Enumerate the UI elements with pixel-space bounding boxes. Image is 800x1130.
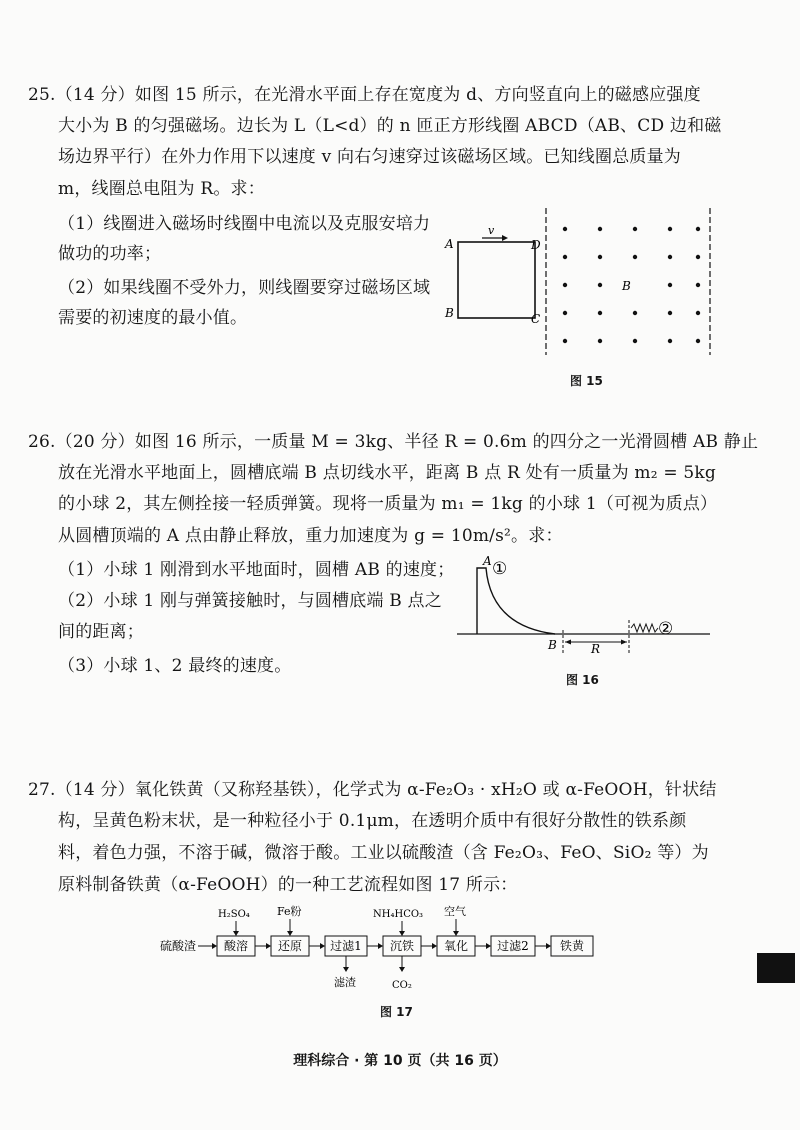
output-1: 滤渣 — [334, 976, 356, 989]
coil-square — [458, 242, 535, 318]
q25-part-2: （2）如果线圈不受外力，则线圈要穿过磁场区域 — [58, 278, 431, 298]
q25-part-2b: 需要的初速度的最小值。 — [58, 308, 248, 328]
step-1: 酸溶 — [223, 939, 249, 953]
q26-line-4: 从圆槽顶端的 A 点由静止释放，重力加速度为 g = 10m/s²。求： — [58, 526, 563, 546]
output-arrowhead-2 — [399, 967, 405, 972]
field-dot — [598, 227, 602, 231]
step-3: 过滤1 — [330, 939, 362, 953]
field-dot — [598, 283, 602, 287]
q27-line-3: 料，着色力强，不溶于碱，微溶于酸。工业以硫酸渣（含 Fe₂O₃、FeO、SiO₂ 等）为 — [58, 843, 709, 863]
field-dot — [598, 255, 602, 259]
input-4: 空气 — [444, 905, 466, 918]
q25-part-1b: 做功的功率； — [58, 244, 162, 264]
arrowhead-1 — [266, 943, 271, 949]
input-arrowhead-2 — [287, 931, 293, 936]
step-7: 铁黄 — [559, 939, 585, 953]
field-dot — [563, 283, 567, 287]
field-dot — [668, 227, 672, 231]
step-6: 过滤2 — [497, 939, 529, 953]
figure-16 — [455, 550, 715, 660]
ball-1: ① — [492, 559, 508, 579]
input-arrowhead-1 — [233, 931, 239, 936]
output-2: CO₂ — [392, 980, 412, 991]
input-arrowhead-4 — [453, 931, 459, 936]
q27-line-4: 原料制备铁黄（α-FeOOH）的一种工艺流程如图 17 所示： — [58, 875, 518, 895]
field-dot — [668, 311, 672, 315]
label-r: R — [591, 642, 601, 656]
field-dot — [668, 255, 672, 259]
arrowhead-3 — [378, 943, 383, 949]
label-field-b: B — [622, 279, 631, 293]
field-dot — [563, 339, 567, 343]
step-2: 还原 — [277, 939, 303, 953]
label-d: D — [531, 238, 541, 252]
figure-17-flowchart — [160, 900, 620, 1000]
field-dot — [598, 339, 602, 343]
q26-line-1: 26.（20 分）如图 16 所示，一质量 M = 3kg、半径 R = 0.6m 的四分之一光滑圆槽 AB 静止 — [28, 432, 759, 452]
q27-line-2: 构，呈黄色粉末状，是一种粒径小于 0.1μm，在透明介质中有很好分散性的铁系颜 — [58, 811, 687, 831]
q25-line-1: 25.（14 分）如图 15 所示，在光滑水平面上存在宽度为 d、方向竖直向上的磁感应强度 — [28, 85, 701, 105]
figure-15 — [440, 205, 730, 365]
spring — [631, 624, 658, 632]
field-dot — [563, 255, 567, 259]
field-dot — [696, 283, 700, 287]
label-v: v — [488, 224, 495, 237]
dimension-arrow-left — [565, 640, 571, 645]
arrowhead-4 — [432, 943, 437, 949]
figure-16-caption: 图 16 — [566, 673, 599, 687]
input-2: Fe粉 — [277, 905, 302, 918]
input-arrowhead-3 — [399, 931, 405, 936]
q26-part-3: （3）小球 1、2 最终的速度。 — [58, 656, 292, 676]
field-dot — [633, 339, 637, 343]
field-dot — [563, 227, 567, 231]
page-edge-tab — [757, 953, 795, 983]
velocity-arrowhead — [502, 235, 508, 241]
q25-line-2: 大小为 B 的匀强磁场。边长为 L（L<d）的 n 匝正方形线圈 ABCD（AB、CD 边和磁 — [58, 116, 722, 136]
step-5: 氧化 — [443, 939, 469, 953]
field-dot — [668, 339, 672, 343]
page-footer: 理科综合 · 第 10 页（共 16 页） — [293, 1053, 507, 1069]
q25-line-4: m，线圈总电阻为 R。求： — [58, 179, 265, 199]
label-b-16: B — [548, 638, 557, 652]
label-a-16: A — [483, 554, 492, 568]
field-dot — [633, 227, 637, 231]
figure-17-caption: 图 17 — [380, 1005, 413, 1019]
step-4: 沉铁 — [389, 939, 415, 953]
q26-part-2: （2）小球 1 刚与弹簧接触时，与圆槽底端 B 点之 — [58, 591, 442, 611]
q25-part-1: （1）线圈进入磁场时线圈中电流以及克服安培力 — [58, 214, 431, 234]
ball-2: ② — [658, 619, 674, 639]
label-b: B — [445, 306, 454, 320]
arrowhead-start — [212, 943, 217, 949]
arrowhead-6 — [546, 943, 551, 949]
dimension-arrow-right — [621, 640, 627, 645]
label-a: A — [445, 237, 454, 251]
field-dot — [696, 255, 700, 259]
arrowhead-2 — [320, 943, 325, 949]
input-3: NH₄HCO₃ — [373, 909, 424, 920]
field-dot — [598, 311, 602, 315]
field-dot — [633, 311, 637, 315]
q26-part-2b: 间的距离； — [58, 622, 144, 642]
q26-line-3: 的小球 2，其左侧拴接一轻质弹簧。现将一质量为 m₁ = 1kg 的小球 1（可视为质点） — [58, 494, 718, 514]
input-1: H₂SO₄ — [218, 909, 250, 920]
arrowhead-5 — [486, 943, 491, 949]
q26-part-1: （1）小球 1 刚滑到水平地面时，圆槽 AB 的速度； — [58, 560, 455, 580]
field-dot — [696, 339, 700, 343]
field-dots — [563, 227, 700, 343]
field-dot — [696, 227, 700, 231]
output-arrowhead-1 — [343, 967, 349, 972]
q26-line-2: 放在光滑水平地面上，圆槽底端 B 点切线水平，距离 B 点 R 处有一质量为 m₂ = 5kg — [58, 463, 716, 483]
q25-line-3: 场边界平行）在外力作用下以速度 v 向右匀速穿过该磁场区域。已知线圈总质量为 — [58, 147, 682, 167]
label-c: C — [531, 312, 541, 326]
field-dot — [563, 311, 567, 315]
figure-15-caption: 图 15 — [570, 374, 603, 388]
q27-line-1: 27.（14 分）氧化铁黄（又称羟基铁），化学式为 α-Fe₂O₃ · xH₂O 或 α-FeOOH，针状结 — [28, 780, 717, 800]
flow-start: 硫酸渣 — [160, 939, 197, 953]
field-dot — [696, 311, 700, 315]
field-dot — [633, 255, 637, 259]
field-dot — [668, 283, 672, 287]
circular-groove — [477, 568, 555, 634]
